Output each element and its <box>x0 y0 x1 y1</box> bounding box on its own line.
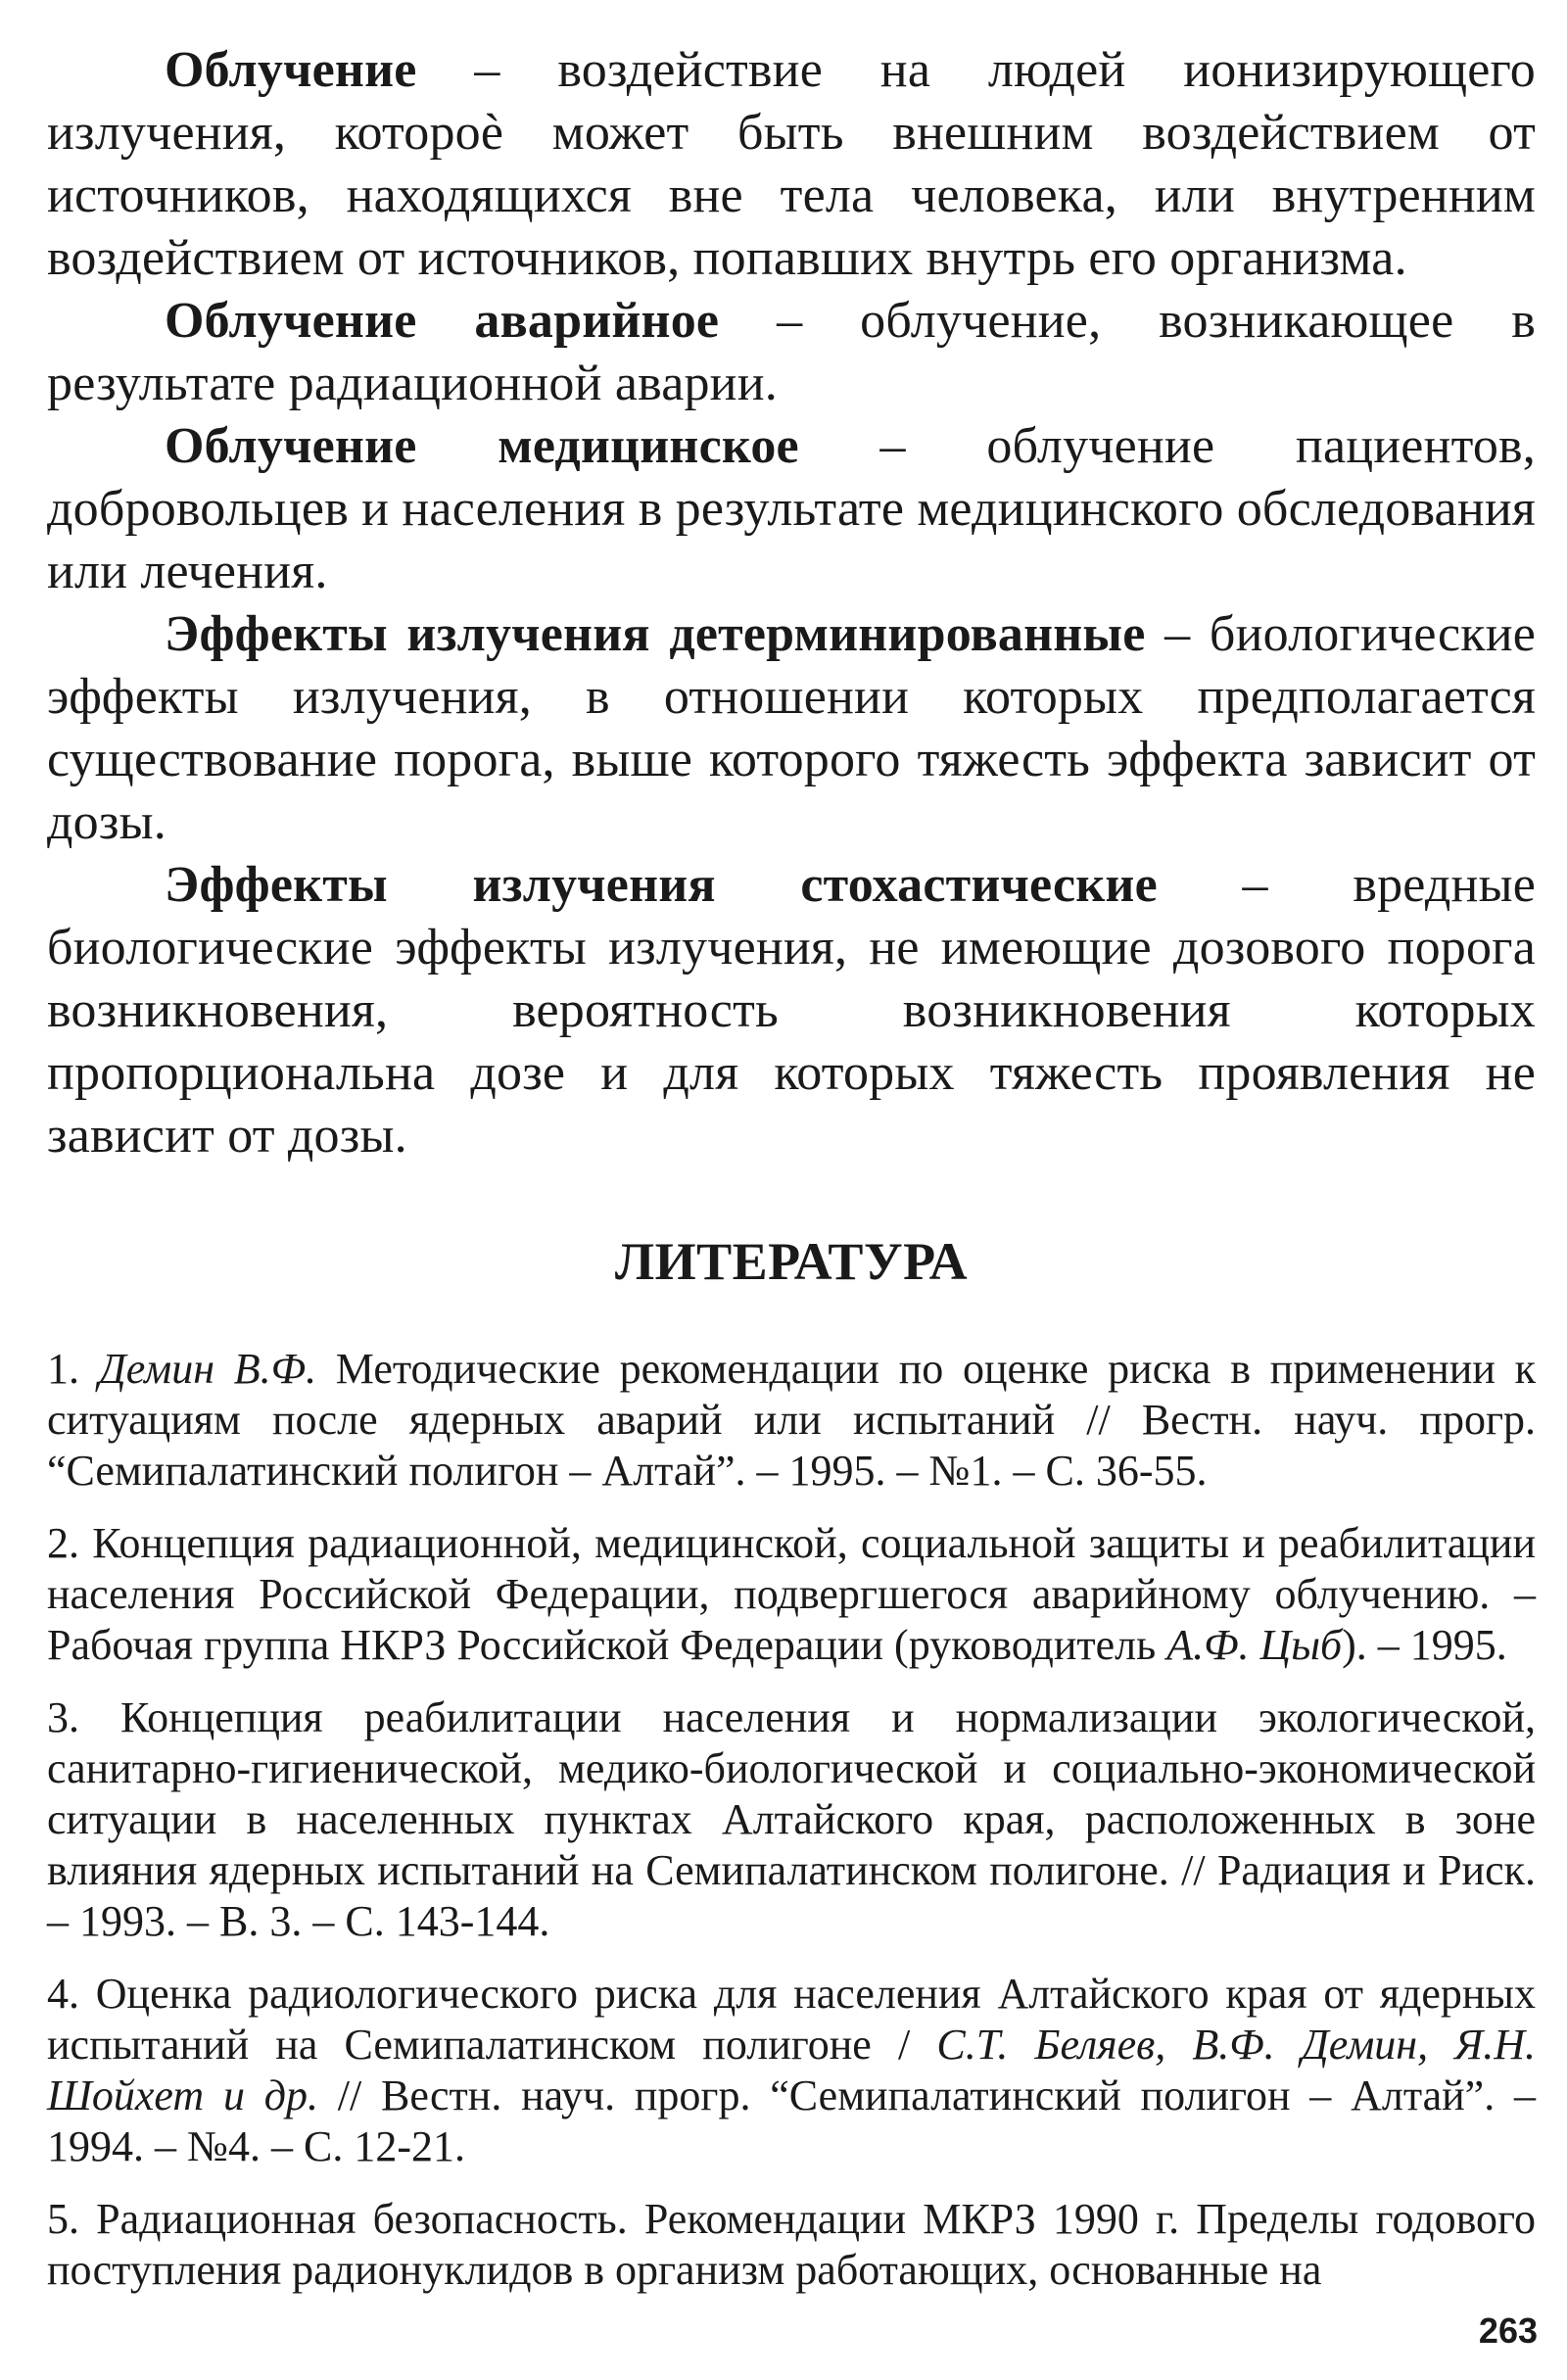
reference-text: Методические рекомендации по оценке риска в применении к ситуациям после ядерных аварий или испытаний // Вестн. науч. прогр. “Семипалатинский полигон – Алтай”. – 1995. – №1. – С. 36-55. <box>47 1345 1536 1495</box>
reference-item <box>47 2194 1536 2296</box>
reference-text: 5. Радиационная безопасность. Рекомендации МКРЗ 1990 г. Пределы годового поступления радионуклидов в организм работающих, основанные на <box>47 2195 1536 2294</box>
definition-paragraph <box>47 603 1536 854</box>
definition-term: Эффекты излучения стохастические <box>165 857 1158 913</box>
book-page <box>47 39 1536 2317</box>
definition-term: Облучение медицинское <box>165 418 799 474</box>
reference-text: 1. <box>47 1345 99 1393</box>
reference-text: ). – 1995. <box>1342 1621 1507 1669</box>
definition-term: Облучение аварийное <box>165 293 720 349</box>
definition-text: – воздействие на людей ионизирующего излучения, котороѐ может быть внешним воздействием от источников, находящихся вне тела человека, или внутренним воздействием от источников, попавших внутрь его организма. <box>47 42 1536 286</box>
definition-paragraph <box>47 415 1536 603</box>
definition-term: Облучение <box>165 42 417 98</box>
definition-paragraph <box>47 854 1536 1167</box>
page-number: 263 <box>1478 2310 1538 2351</box>
reference-list <box>47 1344 1536 2296</box>
reference-text: // Вестн. науч. прогр. “Семипалатинский полигон – Алтай”. –1994. – №4. – С. 12-21. <box>47 2071 1536 2170</box>
reference-item <box>47 1518 1536 1671</box>
reference-item <box>47 1344 1536 1497</box>
reference-authors: А.Ф. Цыб <box>1166 1621 1343 1669</box>
definition-text: – биологические эффекты излучения, в отношении которых предполагается существование порога, выше которого тяжесть эффекта зависит от дозы. <box>47 606 1536 850</box>
reference-text: 3. Концепция реабилитации населения и нормализации экологической, санитарно-гигиенической, медико-биологической и социально-экономической ситуации в населенных пунктах Алтайского края, расположенных в зоне влияния ядерных испытаний на Семипалатинском полигоне. // Радиация и Риск. – 1993. – В. 3. – С. 143-144. <box>47 1693 1536 1945</box>
reference-text: 4. Оценка радиологического риска для населения Алтайского края от ядерных испытаний на Семипалатинском полигоне / <box>47 1970 1536 2069</box>
definition-paragraph <box>47 39 1536 290</box>
definition-text: – облучение пациентов, добровольцев и населения в результате медицинского обследования или лечения. <box>47 418 1536 599</box>
reference-item <box>47 1969 1536 2172</box>
definitions-section <box>47 39 1536 1167</box>
reference-item <box>47 1692 1536 1947</box>
reference-text: 2. Концепция радиационной, медицинской, социальной защиты и реабилитации населения Российской Федерации, подвергшегося аварийному облучению. – Рабочая группа НКРЗ Российской Федерации (руководитель <box>47 1519 1536 1669</box>
literature-heading: ЛИТЕРАТУРА <box>614 1232 969 1291</box>
definition-text: – вредные биологические эффекты излучения, не имеющие дозового порога возникновения, вероятность возникновения которых пропорциональна дозе и для которых тяжесть проявления не зависит от дозы. <box>47 857 1536 1164</box>
definition-text: – облучение, возникающее в результате радиационной аварии. <box>47 293 1536 411</box>
definition-term: Эффекты излучения детерминированные <box>165 606 1146 662</box>
definition-paragraph <box>47 290 1536 415</box>
reference-authors: Демин В.Ф. <box>98 1345 317 1393</box>
reference-authors: С.Т. Беляев, В.Ф. Демин, Я.Н. Шойхет и др. <box>47 2021 1536 2119</box>
